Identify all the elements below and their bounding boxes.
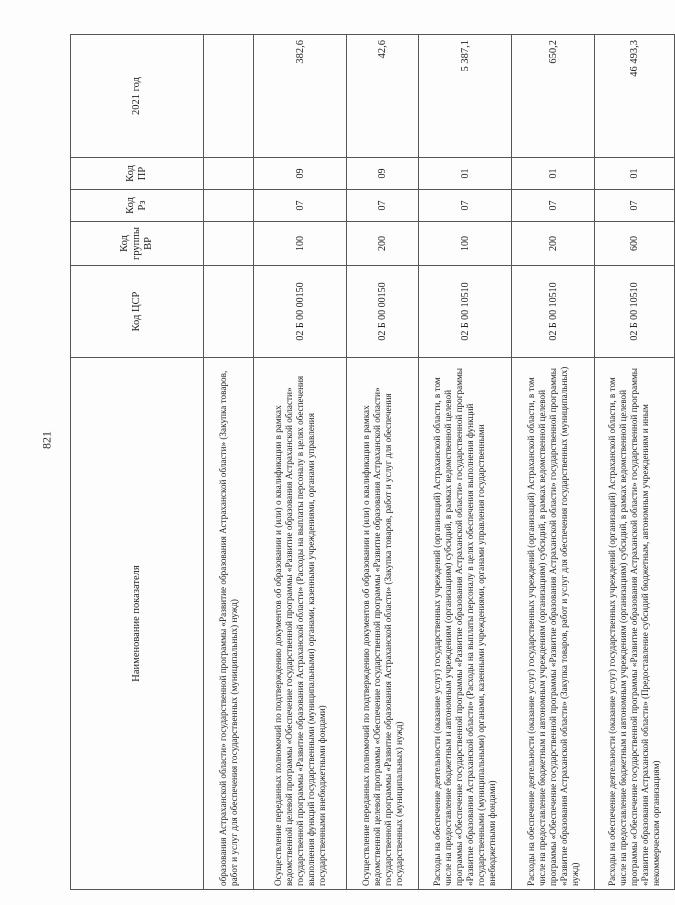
row-pr: 09 bbox=[254, 158, 347, 190]
header-rz: Код Рз bbox=[71, 190, 204, 222]
table-row bbox=[512, 35, 595, 890]
row-name: Осуществление переданных полномочий по подтверждению документов об образовании и (или) о квалификации в рамках ведомственной целевой программы «Обеспечение государственной программы «Развитие образования Астраханской области» государственной программы «Развитие образования Астраханской области» (Закупка товаров, работ и услуг для обеспечения государственных (муниципальных) нужд) bbox=[347, 358, 419, 890]
row-name: Осуществление переданных полномочий по подтверждению документов об образовании и (или) о квалификации в рамках ведомственной целевой программы «Обеспечение государственной программы «Развитие образования Астраханской области» государственной программы «Развитие образования Астраханской области» (Расходы на выплаты персоналу в целях обеспечения выполнения функций государственными (муниципальными) органами, казенными учреждениями, органами управления государственными внебюджетными фондами) bbox=[254, 358, 347, 890]
row-name: образования Астраханской области» государственной программы «Развитие образования Астраханской области» (Закупка товаров, работ и услуг для обеспечения государственных (муниципальных) нужд) bbox=[204, 358, 254, 890]
row-csr bbox=[204, 266, 254, 358]
budget-table bbox=[70, 34, 675, 890]
header-pr: Код ПР bbox=[71, 158, 204, 190]
row-amount: 46 493,3 bbox=[595, 35, 675, 158]
row-vr bbox=[204, 222, 254, 266]
header-vr: Код группы ВР bbox=[71, 222, 204, 266]
table-row bbox=[347, 35, 419, 890]
table-header-row bbox=[71, 35, 204, 890]
row-csr: 02 Б 00 00150 bbox=[254, 266, 347, 358]
row-csr: 02 Б 00 00150 bbox=[347, 266, 419, 358]
table-row bbox=[419, 35, 512, 890]
row-pr: 01 bbox=[419, 158, 512, 190]
row-amount: 650,2 bbox=[512, 35, 595, 158]
table-row bbox=[254, 35, 347, 890]
row-vr: 100 bbox=[254, 222, 347, 266]
header-name: Наименование показателя bbox=[71, 358, 204, 890]
row-amount: 382,6 bbox=[254, 35, 347, 158]
rotated-page-content bbox=[70, 35, 661, 890]
row-pr: 01 bbox=[512, 158, 595, 190]
row-vr: 200 bbox=[347, 222, 419, 266]
row-rz: 07 bbox=[419, 190, 512, 222]
row-pr bbox=[204, 158, 254, 190]
row-name: Расходы на обеспечение деятельности (оказание услуг) государственных учреждений (организаций) Астраханской области, в том числе на предоставление бюджетным и автономным учреждениям (организациям) субсидий, в рамках ведомственной целевой программы «Обеспечение государственной программы «Развитие образования Астраханской области» государственной программы «Развитие образования Астраханской области» (Предоставление субсидий бюджетным, автономным учреждениям и иным некоммерческим организациям) bbox=[595, 358, 675, 890]
table-row bbox=[204, 35, 254, 890]
row-name: Расходы на обеспечение деятельности (оказание услуг) государственных учреждений (организаций) Астраханской области, в том числе на предоставление бюджетным и автономным учреждениям (организациям) субсидий, в рамках ведомственной целевой программы «Обеспечение государственной программы «Развитие образования Астраханской области» государственной программы «Развитие образования Астраханской области» (Расходы на выплаты персоналу в целях обеспечения выполнения функций государственными (муниципальными) органами, казенными учреждениями, органами управления государственными внебюджетными фондами) bbox=[419, 358, 512, 890]
row-pr: 01 bbox=[595, 158, 675, 190]
header-csr: Код ЦСР bbox=[71, 266, 204, 358]
header-year: 2021 год bbox=[71, 35, 204, 158]
row-rz: 07 bbox=[254, 190, 347, 222]
table-row bbox=[595, 35, 675, 890]
row-csr: 02 Б 00 10510 bbox=[419, 266, 512, 358]
row-name: Расходы на обеспечение деятельности (оказание услуг) государственных учреждений (организаций) Астраханской области, в том числе на предоставление бюджетным и автономным учреждениям (организациям) субсидий, в рамках ведомственной целевой программы «Обеспечение государственной программы «Развитие образования Астраханской области» государственной программы «Развитие образования Астраханской области» (Закупка товаров, работ и услуг для обеспечения государственных (муниципальных) нужд) bbox=[512, 358, 595, 890]
row-vr: 200 bbox=[512, 222, 595, 266]
row-vr: 100 bbox=[419, 222, 512, 266]
row-rz: 07 bbox=[347, 190, 419, 222]
row-rz bbox=[204, 190, 254, 222]
row-csr: 02 Б 00 10510 bbox=[595, 266, 675, 358]
row-csr: 02 Б 00 10510 bbox=[512, 266, 595, 358]
row-amount: 42,6 bbox=[347, 35, 419, 158]
page-number: 821 bbox=[39, 431, 54, 449]
row-rz: 07 bbox=[595, 190, 675, 222]
row-vr: 600 bbox=[595, 222, 675, 266]
row-amount bbox=[204, 35, 254, 158]
row-pr: 09 bbox=[347, 158, 419, 190]
row-rz: 07 bbox=[512, 190, 595, 222]
row-amount: 5 387,1 bbox=[419, 35, 512, 158]
